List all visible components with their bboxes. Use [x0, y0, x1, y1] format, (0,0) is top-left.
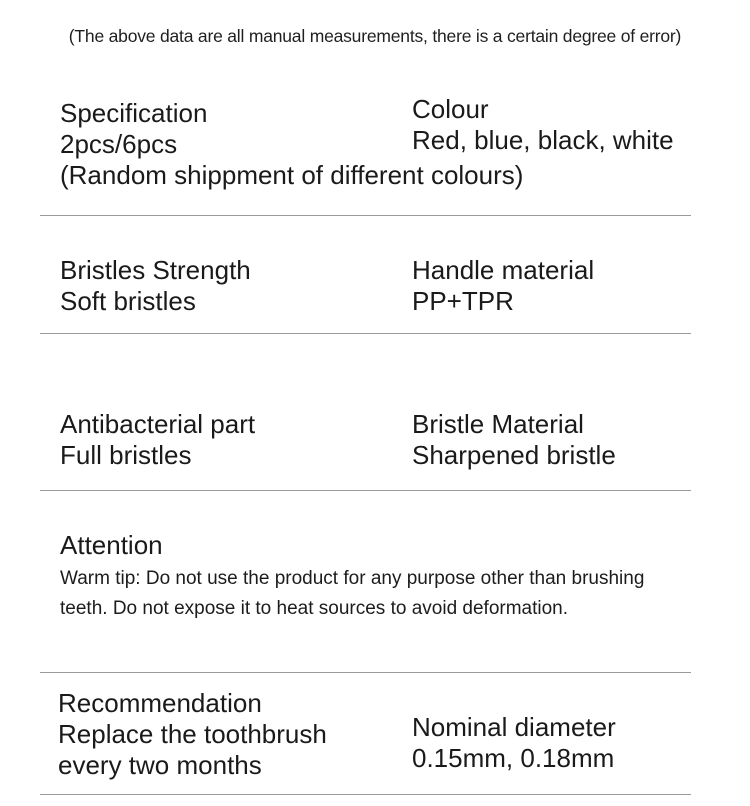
- spec-value: Replace the toothbrush: [58, 719, 327, 749]
- spec-bristle-material: [412, 409, 616, 471]
- spec-value-note: (Random shippment of different colours): [60, 160, 524, 190]
- spec-title: Bristles Strength: [60, 255, 251, 285]
- divider: [40, 333, 691, 334]
- spec-nominal-diameter: [412, 712, 616, 774]
- spec-value: Soft bristles: [60, 286, 196, 316]
- spec-title: Specification: [60, 98, 208, 128]
- spec-title: Bristle Material: [412, 409, 584, 439]
- spec-handle-material: [412, 255, 594, 317]
- spec-bristles-strength: [60, 255, 251, 317]
- spec-title: Handle material: [412, 255, 595, 285]
- divider: [40, 215, 691, 216]
- spec-value: Red, blue, black, white: [412, 125, 674, 155]
- spec-title: Recommendation: [58, 688, 262, 718]
- spec-value: 0.15mm, 0.18mm: [412, 743, 615, 773]
- spec-value: 2pcs/6pcs: [60, 129, 178, 159]
- spec-colour: [412, 94, 674, 156]
- divider: [40, 490, 691, 491]
- spec-value: Full bristles: [60, 440, 192, 470]
- measurement-note: (The above data are all manual measurements, there is a certain degree of error): [68, 26, 682, 46]
- divider: [40, 672, 691, 673]
- spec-value: Sharpened bristle: [412, 440, 616, 470]
- divider: [40, 794, 691, 795]
- spec-value: every two months: [58, 750, 262, 780]
- spec-recommendation: [58, 688, 327, 781]
- spec-value: PP+TPR: [412, 286, 514, 316]
- spec-title: Antibacterial part: [60, 409, 256, 439]
- attention-text: Warm tip: Do not use the product for any purpose other than brushing teeth. Do not expose it to heat sources to avoid deformation.: [60, 568, 645, 619]
- spec-title: Colour: [412, 94, 489, 124]
- spec-title: Nominal diameter: [412, 712, 616, 742]
- spec-antibacterial-part: [60, 409, 255, 471]
- attention-title: Attention: [60, 530, 163, 560]
